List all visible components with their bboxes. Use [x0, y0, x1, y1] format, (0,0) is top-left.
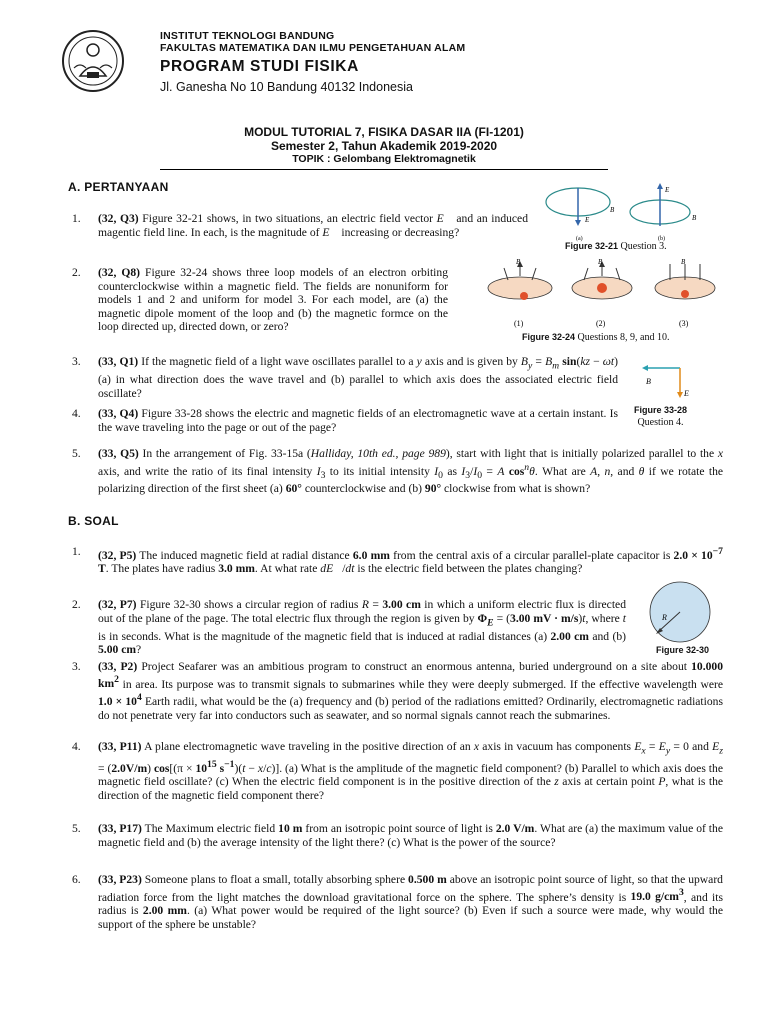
question-number: 5.: [72, 447, 81, 460]
problem-number: 6.: [72, 873, 81, 886]
faculty-name: FAKULTAS MATEMATIKA DAN ILMU PENGETAHUAN ALAM: [160, 42, 466, 54]
figure-32-21-caption: [565, 241, 667, 252]
figure-caption-text: Question 3.: [620, 241, 667, 252]
figure-label: Figure 32-30: [656, 645, 710, 655]
institution-header: [160, 30, 465, 95]
institution-name: INSTITUT TEKNOLOGI BANDUNG: [160, 30, 335, 42]
figure-32-21: [540, 180, 720, 248]
b-field-label: B: [516, 258, 521, 266]
problem-number: 1.: [72, 545, 81, 558]
section-b-heading: B. SOAL: [68, 514, 119, 528]
figure-32-24: [480, 258, 720, 330]
question-number: 2.: [72, 266, 81, 279]
figure-33-28: [636, 362, 696, 402]
problem-tag: (32, P7): [98, 598, 137, 611]
e-field-label: E: [684, 389, 689, 398]
figure-label: Figure 32-24: [522, 332, 576, 342]
b-field-label: B: [692, 214, 697, 222]
problem-number: 2.: [72, 598, 81, 611]
problem-tag: (33, P23): [98, 873, 142, 886]
model-2-label: (2): [596, 319, 606, 328]
problem-number: 3.: [72, 660, 81, 673]
question-number: 3.: [72, 355, 81, 368]
figure-32-30: [644, 580, 716, 644]
question-tag: (33, Q5): [98, 447, 139, 460]
panel-a-label: (a): [576, 236, 583, 242]
itb-logo: [60, 28, 126, 94]
figure-label: Figure 32-21: [565, 241, 619, 251]
semester-title: Semester 2, Tahun Akademik 2019-2020: [270, 139, 498, 153]
figure-caption-text: Question 4.: [637, 417, 684, 428]
address: Jl. Ganesha No 10 Bandung 40132 Indonesia: [160, 80, 413, 94]
b-field-label: B: [681, 258, 686, 266]
question-tag: (32, Q3): [98, 212, 139, 225]
figure-32-30-caption: [656, 645, 709, 656]
problem-number: 5.: [72, 822, 81, 835]
problem-tag: (32, P5): [98, 548, 137, 562]
topic-title: TOPIK : Gelombang Elektromagnetik: [292, 153, 476, 165]
program-name: PROGRAM STUDI FISIKA: [160, 58, 359, 75]
figure-32-24-caption: [522, 332, 669, 343]
section-a-heading: A. PERTANYAAN: [68, 180, 169, 194]
question-number: 1.: [72, 212, 81, 225]
model-3-label: (3): [679, 319, 689, 328]
question-tag: (33, Q1): [98, 355, 139, 368]
title-rule: [160, 169, 608, 170]
e-vector-label: E: [585, 216, 590, 224]
b-field-label: B: [610, 206, 615, 214]
question-tag: (33, Q4): [98, 407, 139, 420]
problem-tag: (33, P17): [98, 822, 142, 835]
module-title: MODUL TUTORIAL 7, FISIKA DASAR IIA (FI-1201): [244, 125, 524, 139]
figure-label: Figure 33-28: [634, 405, 688, 415]
b-field-label: B: [598, 258, 603, 266]
model-1-label: (1): [514, 319, 524, 328]
radius-label: R: [662, 613, 667, 622]
problem-tag: (33, P11): [98, 740, 142, 753]
figure-caption-text: Questions 8, 9, and 10.: [577, 332, 670, 343]
question-tag: (32, Q8): [98, 266, 141, 279]
problem-tag: (33, P2): [98, 660, 138, 673]
problem-number: 4.: [72, 740, 81, 753]
b-field-label: B: [646, 377, 651, 386]
question-number: 4.: [72, 407, 81, 420]
e-vector-label: E: [665, 186, 670, 194]
figure-33-28-caption: [634, 404, 687, 429]
panel-b-label: (b): [658, 236, 665, 242]
